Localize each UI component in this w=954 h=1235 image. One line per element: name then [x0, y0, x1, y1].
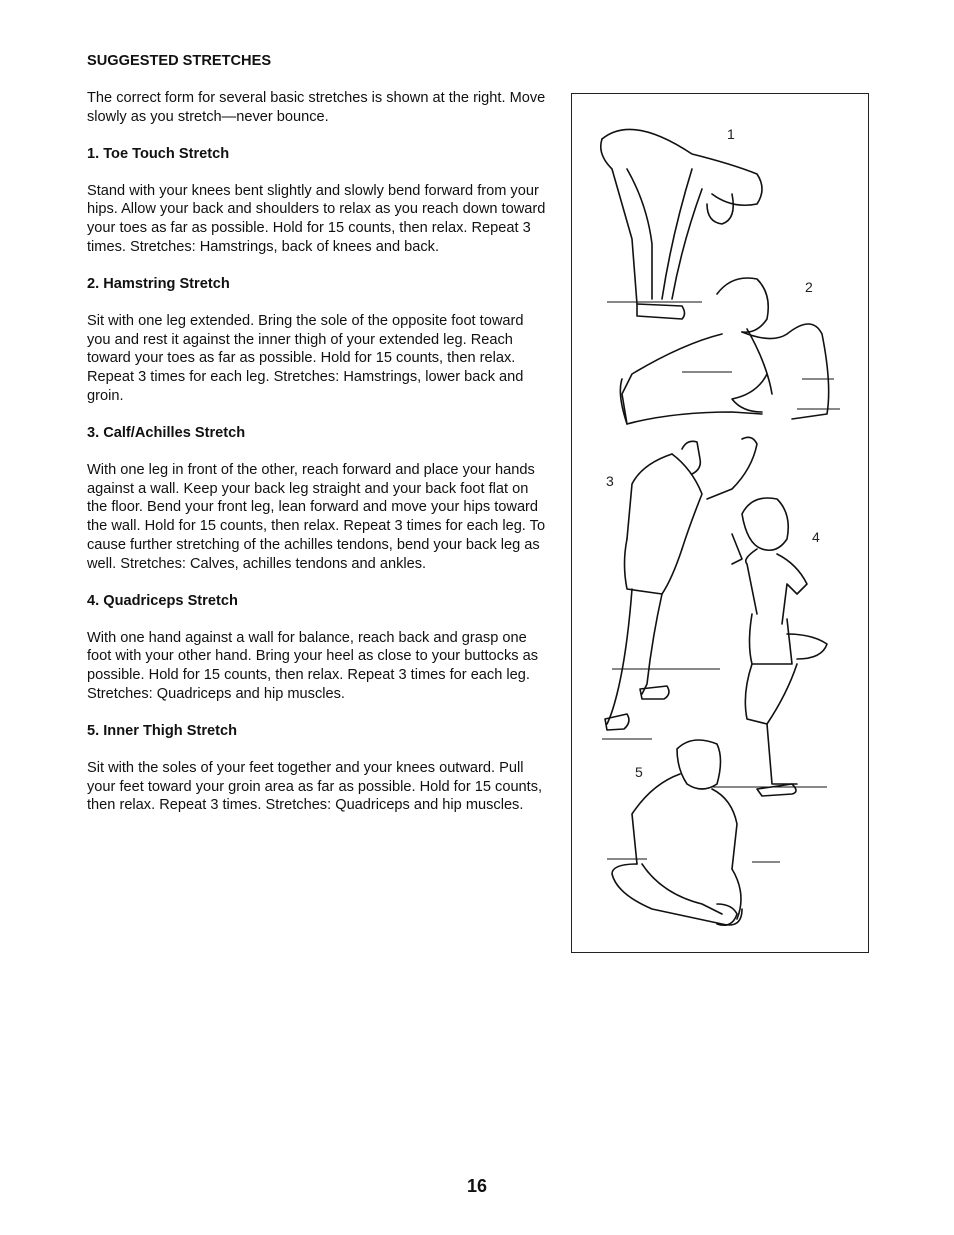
- figure-label-5: 5: [635, 764, 643, 780]
- page-number: 16: [466, 1176, 488, 1196]
- quadriceps-stretch-figure: [712, 498, 827, 796]
- section-body-inner-thigh: Sit with the soles of your feet together and your knees outward. Pull your feet toward your groin area as far as possible. Hold for 15 counts, then relax. Repeat 3 times. Stretches: Quadriceps and hip muscles.: [87, 759, 543, 814]
- text-column: [87, 52, 547, 815]
- intro-paragraph: The correct form for several basic stretches is shown at the right. Move slowly as you stretch—never bounce.: [87, 90, 546, 125]
- figure-label-3: 3: [606, 473, 614, 489]
- toe-touch-figure: [601, 129, 762, 319]
- section-body-toe-touch: Stand with your knees bent slightly and slowly bend forward from your hips. Allow your back and shoulders to relax as you reach down toward your toes as far as possible. Hold for 15 counts, then relax. Repeat 3 times. Stretches: Hamstrings, back of knees and back.: [87, 182, 546, 255]
- calf-achilles-stretch-figure: [602, 437, 757, 739]
- figure-label-2: 2: [805, 279, 813, 295]
- figure-label-4: 4: [812, 529, 820, 545]
- section-body-hamstring: Sit with one leg extended. Bring the sole of the opposite foot toward you and rest it against the inner thigh of your extended leg. Reach toward your toes as far as possible. Hold for 15 counts, then relax. Repeat 3 times for each leg. Stretches: Hamstrings, lower back and groin.: [87, 312, 524, 404]
- inner-thigh-stretch-figure: [607, 740, 780, 925]
- section-body-calf-achilles: With one leg in front of the other, reach forward and place your hands against a wall. Keep your back leg straight and your back foot flat on the floor. Bend your front leg, lean forward and move your hips toward the wall. Hold for 15 counts, then relax. Repeat 3 times for each leg. To cause further stretching of the achilles tendons, bend your back leg as well. Stretches: Calves, achilles tendons and ankles.: [87, 461, 546, 572]
- section-heading-quadriceps: 4. Quadriceps Stretch: [87, 592, 238, 609]
- section-body-quadriceps: With one hand against a wall for balance, reach back and grasp one foot with your other hand. Bring your heel as close to your buttocks as possible. Hold for 15 counts, then relax. Repeat 3 times for each leg. Stretches: Quadriceps and hip muscles.: [87, 629, 539, 702]
- section-heading-calf-achilles: 3. Calf/Achilles Stretch: [87, 424, 246, 441]
- stretch-illustrations-figure: [571, 93, 869, 953]
- stretch-illustrations: [572, 94, 868, 952]
- page-title: SUGGESTED STRETCHES: [87, 53, 272, 69]
- section-heading-toe-touch: 1. Toe Touch Stretch: [87, 145, 230, 162]
- section-heading-inner-thigh: 5. Inner Thigh Stretch: [87, 722, 238, 739]
- figure-label-1: 1: [727, 126, 735, 142]
- hamstring-stretch-figure: [620, 278, 840, 424]
- section-heading-hamstring: 2. Hamstring Stretch: [87, 275, 230, 292]
